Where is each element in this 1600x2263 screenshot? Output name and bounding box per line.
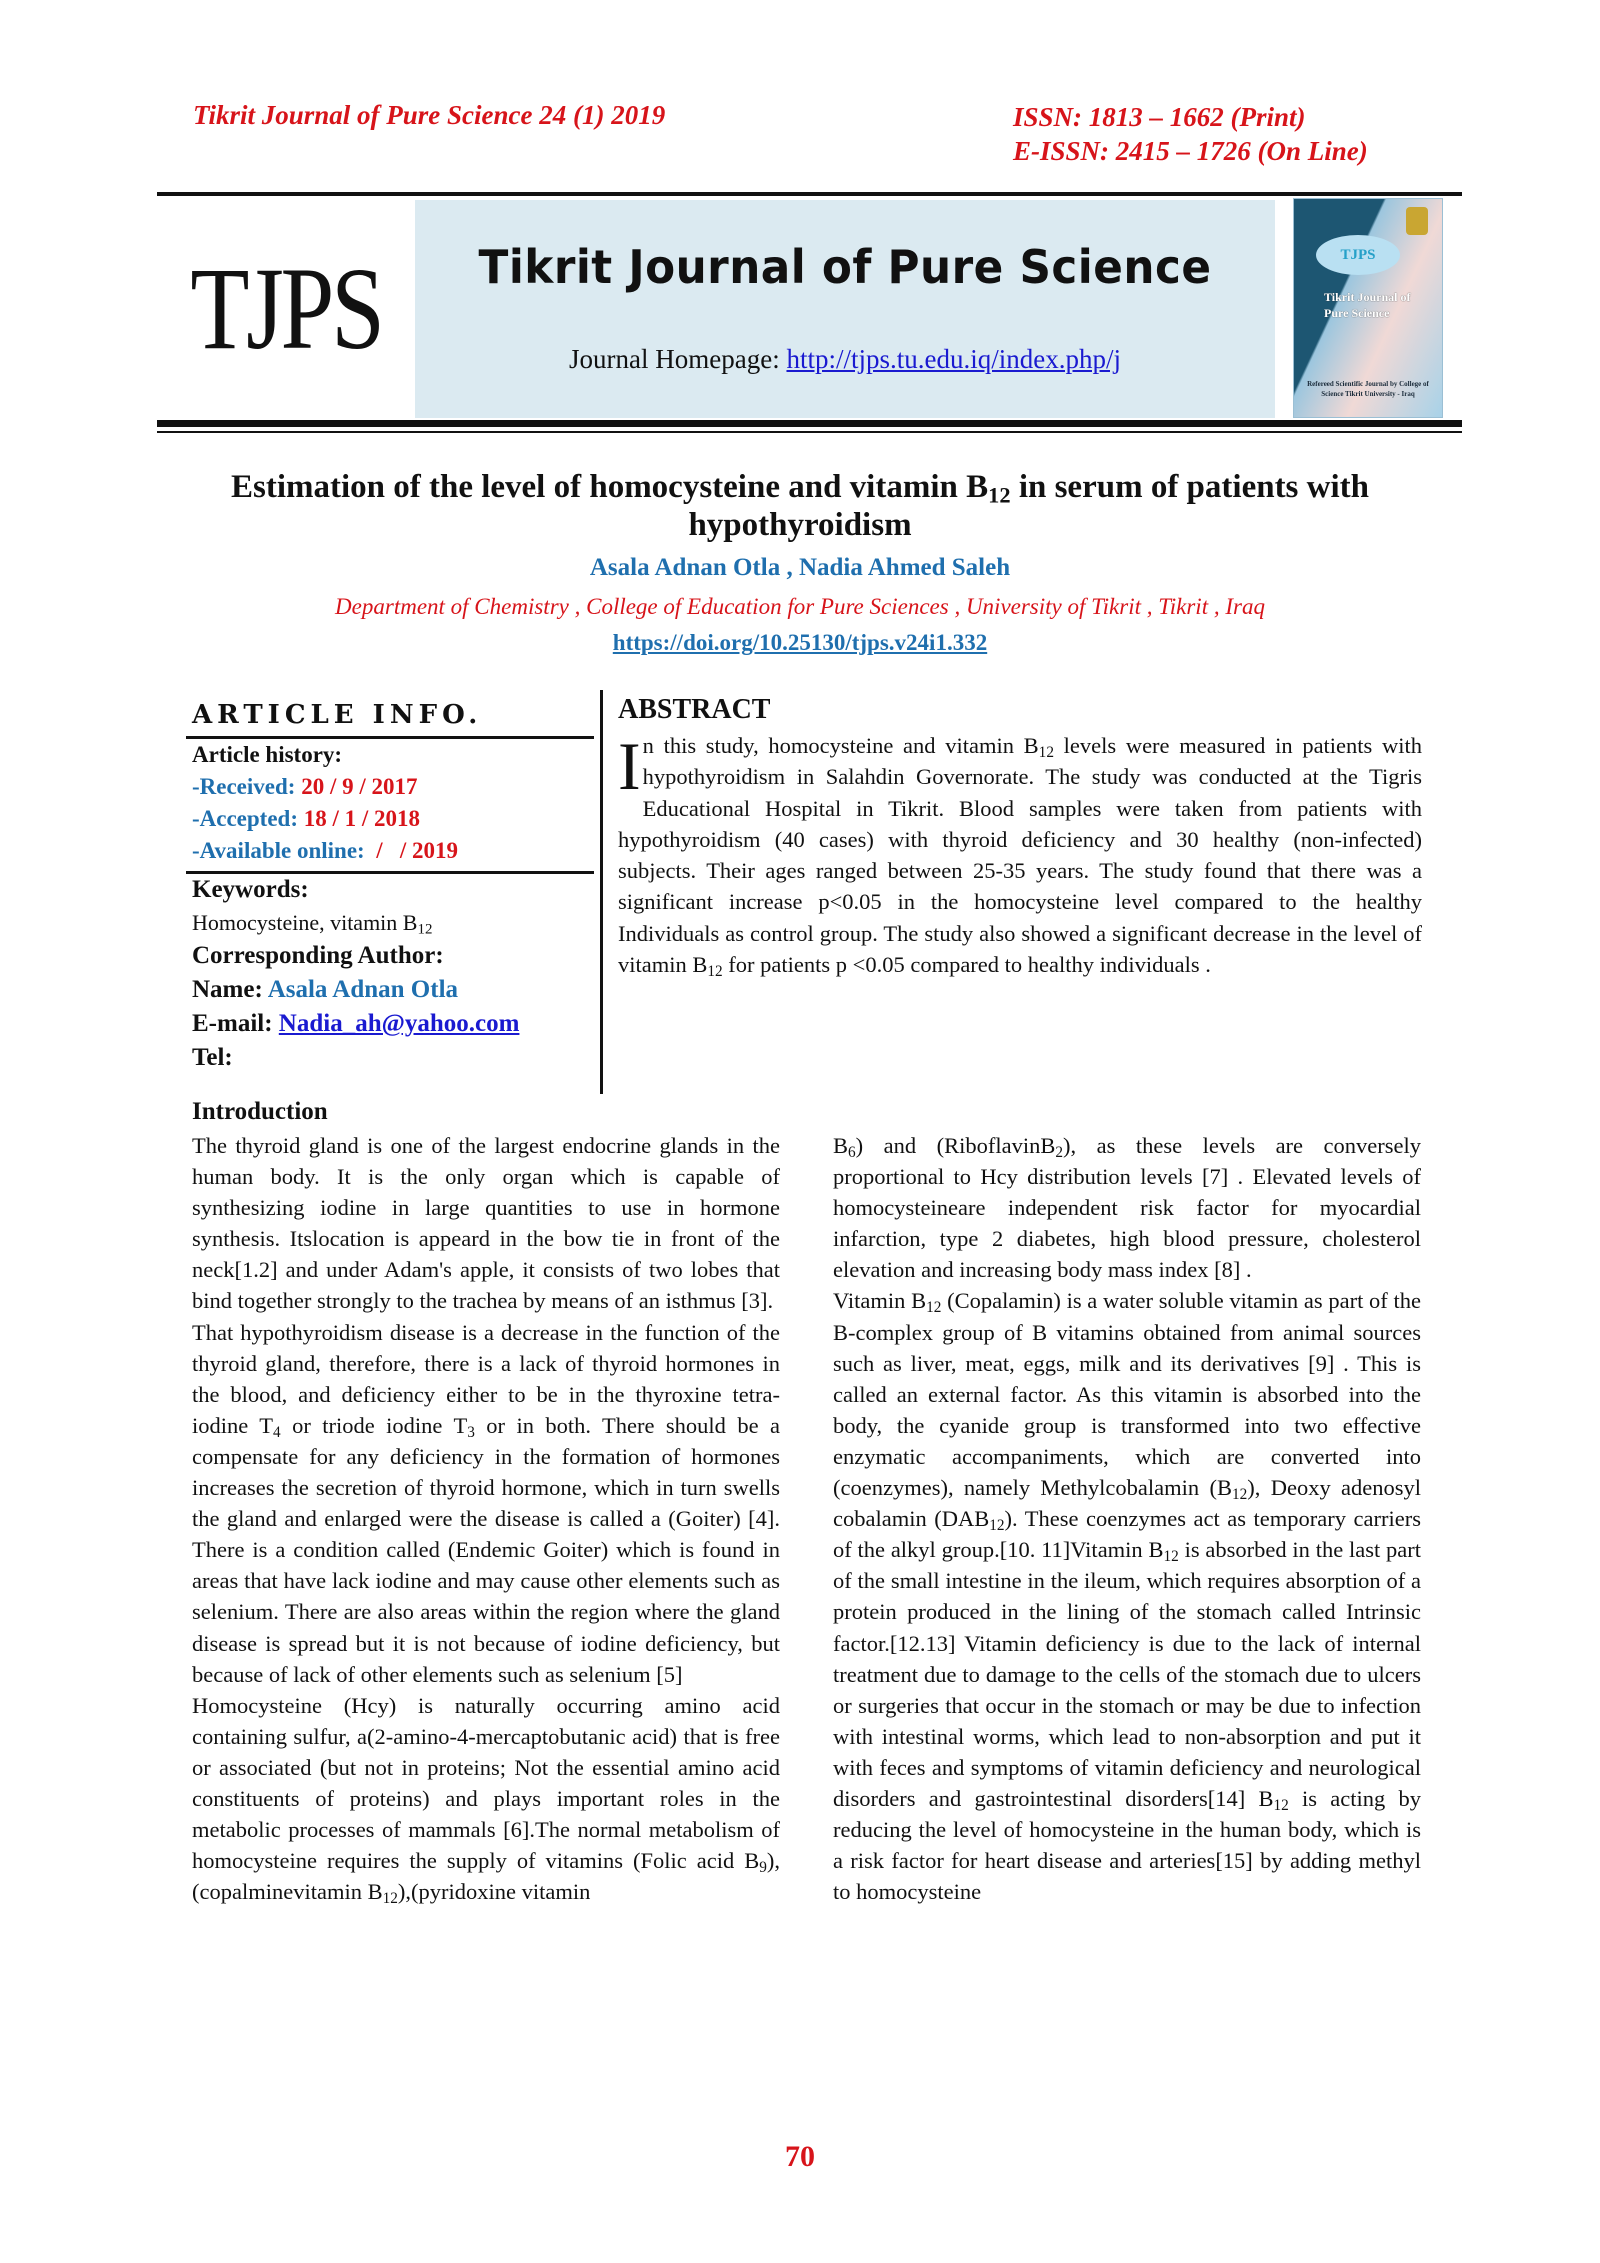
keywords-label: Keywords:: [192, 876, 309, 903]
paragraph: $B_6$) and (RiboflavinB$_2$), as these levels are conversely proportional to Hcy distribution levels [7] . Elevated levels of homocysteineare independent risk factor for myocardial infarction, type 2 diabetes, high blood pressure, cholesterol elevation and increasing body mass index [8] .: [833, 1133, 1421, 1283]
available-online-date: -Available online: / / 2019: [192, 838, 458, 863]
article-info-heading: ARTICLE INFO.: [192, 700, 483, 730]
abstract-dropcap: I: [618, 728, 641, 804]
abstract-heading: ABSTRACT: [618, 694, 771, 725]
cover-badge: TJPS: [1316, 235, 1400, 275]
author-name: Name: Asala Adnan Otla: [192, 976, 459, 1003]
received-date: -Received: 20 / 9 / 2017: [192, 774, 418, 799]
body-column-right: [833, 1130, 1421, 1907]
journal-name: Tikrit Journal of Pure Science: [478, 240, 1212, 294]
homepage-label: Journal Homepage:: [569, 344, 780, 374]
abstract-body: In this study, homocysteine and vitamin $B_{12}$ levels were measured in patients with hypothyroidism in Salahdin Governorate. The study was conducted at the Tigris Educational Hospital in Tikrit. Blood samples were taken from patients with hypothyroidism (40 cases) with thyroid deficiency and 30 healthy (non-infected) subjects. Their ages ranged between 25-35 years. The study found that there was a significant increase p<0.05 in the homocysteine level compared to the healthy Individuals as control group. The study also showed a significant decrease in the level of vitamin $B_{12}$ for patients p <0.05 compared to healthy individuals .: [618, 728, 1422, 980]
paper-title: Estimation of the level of homocysteine and vitamin $B_{12}$ in serum of patients with hypothyroidism: [230, 469, 1369, 543]
article-info-rule: [186, 871, 594, 874]
author-email: E-mail: Nadia_ah@yahoo.com: [192, 1010, 520, 1037]
homepage-link[interactable]: http://tjps.tu.edu.iq/index.php/j: [786, 344, 1121, 374]
page-number: 70: [785, 2140, 815, 2173]
paragraph: Homocysteine (Hcy) is naturally occurring amino acid containing sulfur, a(2-amino-4-mercaptobutanic acid) that is free or associated (but not in proteins; Not the essential amino acid constituents of proteins) and plays important roles in the metabolic processes of mammals [6].The normal metabolism of homocysteine requires the supply of vitamins (Folic acid $B_9$), (copalminevitamin $B_{12}),(pyridoxine$ vitamin: [192, 1692, 780, 1908]
paper-authors: Asala Adnan Otla , Nadia Ahmed Saleh: [589, 554, 1011, 581]
keywords-value: Homocysteine, vitamin $B_{12}$: [192, 910, 433, 938]
tjps-logo: TJPS: [190, 243, 382, 374]
masthead-top-rule: [157, 192, 1462, 196]
accepted-date: -Accepted: 18 / 1 / 2018: [192, 806, 421, 831]
author-tel: Tel:: [192, 1044, 233, 1071]
issn-print: ISSN: 1813 – 1662 (Print): [1013, 102, 1306, 132]
cover-title: Tikrit Journal of Pure Science: [1324, 290, 1411, 320]
corresponding-author-label: Corresponding Author:: [192, 942, 444, 969]
body-column-left: [192, 1130, 780, 1907]
issn-online: E-ISSN: 2415 – 1726 (On Line): [1013, 136, 1368, 166]
paragraph: That hypothyroidism disease is a decrease in the function of the thyroid gland, therefore, there is a lack of thyroid hormones in the blood, and deficiency either to be in the thyroxine tetra-iodine $T_4$ or triode iodine $T_3$ or in both. There should be a compensate for any deficiency in the formation of hormones increases the secretion of thyroid hormone, which in turn swells the gland and enlarged were the disease is called a (Goiter) [4]. There is a condition called (Endemic Goiter) which is found in areas that have lack iodine and may cause other elements such as selenium. There are also areas within the region where the gland disease is spread but it is not because of iodine deficiency, but because of lack of other elements such as selenium [5]: [192, 1319, 780, 1687]
article-history-label: Article history:: [192, 742, 343, 767]
journal-cover-image: [1293, 198, 1443, 418]
journal-homepage: [415, 344, 1275, 375]
email-link[interactable]: Nadia_ah@yahoo.com: [278, 1010, 520, 1037]
cover-footer: Refereed Scientific Journal by College of Science Tikrit University - Iraq: [1307, 380, 1429, 398]
university-emblem-icon: [1406, 207, 1428, 235]
masthead-band: [415, 200, 1275, 418]
paragraph: The thyroid gland is one of the largest endocrine glands in the human body. It is the only organ which is capable of synthesizing iodine in large quantities to use in hormone synthesis. Itslocation is appeard in the bow tie in front of the neck[1.2] and under Adam's apple, it consists of two lobes that bind together strongly to the trachea by means of an isthmus [3].: [192, 1133, 780, 1314]
paper-doi: [160, 630, 1440, 656]
doi-link[interactable]: https://doi.org/10.25130/tjps.v24i1.332: [612, 630, 988, 655]
running-header-issn: [1013, 100, 1368, 168]
column-divider: [600, 690, 603, 1094]
masthead-bottom-rule-thin: [157, 431, 1462, 433]
introduction-heading: Introduction: [192, 1098, 328, 1125]
paragraph: Vitamin $B_{12}$ (Copalamin) is a water soluble vitamin as part of the B-complex group of B vitamins obtained from animal sources such as liver, meat, eggs, milk and its derivatives [9] . This is called an external factor. As this vitamin is absorbed into the body, the cyanide group is transformed into two effective enzymatic accompaniments, which are converted into (coenzymes), namely Methylcobalamin $(B_{12})$, Deoxy adenosyl cobalamin $(DAB_{12})$. These coenzymes act as temporary carriers of the alkyl group.[10. 11]Vitamin $B_{12}$ is absorbed in the last part of the small intestine in the ileum, which requires absorption of a protein produced in the lining of the stomach called Intrinsic factor.[12.13] Vitamin deficiency is due to the lack of internal treatment due to damage to the cells of the stomach due to ulcers or surgeries that occur in the stomach or may be due to infection with intestinal worms, which lead to non-absorption and put it with feces and symptoms of vitamin deficiency and neurological disorders and gastrointestinal disorders[14] $B_{12}$ is acting by reducing the level of homocysteine in the human body, which is a risk factor for heart disease and arteries[15] by adding methyl to homocysteine: [833, 1288, 1422, 1905]
running-header-journal: Tikrit Journal of Pure Science 24 (1) 2019: [193, 100, 666, 130]
paper-affiliation: Department of Chemistry , College of Education for Pure Sciences , University of Tikrit , Tikrit , Iraq: [335, 594, 1265, 619]
masthead-bottom-rule-thick: [157, 420, 1462, 427]
article-info-rule: [186, 736, 594, 739]
